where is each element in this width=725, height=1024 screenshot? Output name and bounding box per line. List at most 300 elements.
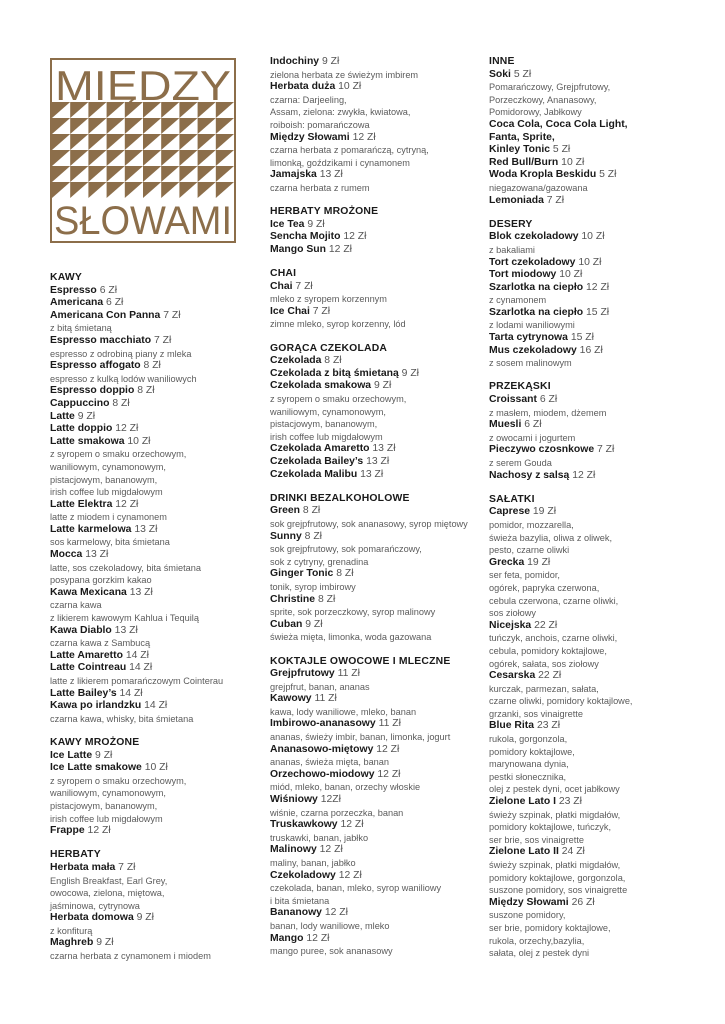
menu-item-description: latte z likierem pomarańczowym Cointerau (50, 676, 224, 686)
menu-item-description: czekolada, banan, mleko, syrop waniliowy (270, 883, 442, 894)
menu-item-description: Porzeczkowy, Ananasowy, (489, 94, 597, 105)
menu-item-name: Muesli (489, 419, 522, 431)
logo-triangle (52, 150, 70, 166)
menu-item-name: Cuban (270, 618, 303, 630)
menu-item (270, 568, 475, 581)
logo-triangle (107, 182, 125, 198)
menu-item-description: maliny, banan, jabłko (270, 858, 356, 868)
menu-item-description: z bakaliami (489, 244, 535, 255)
logo-triangle (70, 118, 88, 134)
menu-item-price: 7 Zł (118, 861, 136, 873)
menu-item-description: pesto, czarne oliwki (489, 545, 570, 556)
menu-item-name: Orzechowo-miodowy (270, 768, 375, 780)
menu-item-description: waniliowym, cynamonowym, (50, 788, 166, 799)
logo-graphic (50, 58, 236, 243)
menu-item (270, 469, 475, 482)
menu-item-description: czarne oliwki, pomidory koktajlowe, (489, 696, 633, 707)
menu-section-chai (270, 268, 475, 331)
section-title: KAWY (50, 272, 82, 283)
menu-item-name: Malinowy (270, 844, 317, 856)
menu-item (270, 505, 475, 518)
menu-item (50, 825, 255, 838)
menu-item (270, 355, 475, 368)
menu-item-price: 16 Zł (579, 344, 603, 356)
menu-item (270, 231, 475, 244)
logo-triangle (70, 134, 88, 150)
menu-item-price: 12 Zł (343, 231, 367, 243)
menu-item (50, 912, 255, 925)
menu-item-description: grejpfrut, banan, ananas (270, 681, 370, 692)
menu-item-description: irish coffee lub migdałowym (270, 431, 383, 442)
menu-item-description: pomidory koktajlowe, (489, 746, 575, 757)
menu-item-name: Grejpfrutowy (270, 668, 335, 680)
menu-item-description: irish coffee lub migdałowym (50, 487, 163, 498)
logo-triangle (161, 118, 179, 134)
menu-item-description: tonik, syrop imbirowy (270, 581, 356, 592)
logo-triangle (88, 118, 106, 134)
section-title: CHAI (270, 268, 297, 280)
menu-item-description: zielona herbata ze świeżym imbirem (270, 69, 419, 80)
menu-item-description: czarna kawa (50, 600, 102, 611)
logo-triangle (88, 134, 106, 150)
menu-item-price: 11 Zł (378, 718, 401, 730)
menu-item-description: świeży szpinak, płatki migdałów, (489, 860, 621, 870)
menu-item (489, 144, 689, 157)
menu-item-description: English Breakfast, Earl Grey, (50, 875, 168, 886)
menu-item-name: Latte Amaretto (50, 649, 123, 661)
menu-item-description: Pomarańczowy, Grejpfrutowy, (489, 82, 611, 93)
menu-item-description: z syropem o smaku orzechowym, (50, 775, 187, 786)
menu-item-description: roiboish: pomarańczowa (270, 119, 370, 130)
menu-item (270, 531, 475, 544)
menu-item-description: rukola, gorgonzola, (489, 734, 568, 745)
menu-item-description: z cynamonem (489, 295, 547, 306)
menu-item-description: latte, sos czekoladowy, bita śmietana (50, 562, 201, 573)
menu-item-name: Chai (270, 280, 293, 292)
menu-item-price: 13 Zł (85, 549, 109, 561)
logo-triangle (161, 166, 179, 182)
menu-item (50, 524, 255, 537)
menu-item-price: 23 Zł (536, 720, 561, 732)
menu-item-name: Soki (489, 68, 511, 80)
menu-item-name: Latte Bailey’s (50, 687, 117, 699)
menu-item (50, 423, 255, 436)
menu-item (489, 269, 689, 282)
menu-item-description: świeża mięta, limonka, woda gazowana (270, 632, 432, 643)
menu-item-name: Espresso (50, 284, 97, 296)
menu-item (50, 436, 255, 449)
menu-section-salatki (489, 494, 689, 960)
menu-item-name: Latte Cointreau (50, 662, 127, 674)
section-title: HERBATY MROŻONE (270, 206, 379, 218)
logo-triangle (216, 166, 234, 182)
menu-item-name: Czekolada Malibu (270, 468, 358, 480)
menu-item-price: 12 Zł (319, 844, 343, 856)
menu-item-description: pistacjowym, bananowym, (270, 419, 378, 430)
menu-section-kawy (50, 272, 255, 725)
menu-item-name: Christine (270, 593, 316, 605)
menu-item (270, 668, 475, 681)
menu-section-herbaty-mrozone (270, 206, 475, 256)
logo-triangle (216, 134, 234, 150)
menu-item-name: Ice Latte (50, 749, 93, 761)
logo-triangle (216, 118, 234, 134)
menu-item-name: Zielone Lato II (489, 846, 559, 858)
menu-item (489, 231, 689, 244)
menu-item (50, 662, 255, 675)
menu-item (489, 282, 689, 295)
logo-triangle (88, 150, 106, 166)
menu-item-price: 6 Zł (106, 297, 124, 309)
menu-item-price: 14 Zł (144, 700, 168, 712)
menu-item-description: banan, lody waniliowe, mleko (270, 920, 390, 931)
menu-item-name: Frappe (50, 825, 85, 837)
menu-item-price: 5 Zł (552, 144, 571, 156)
menu-item-description: zimne mleko, syrop korzenny, lód (270, 319, 406, 330)
menu-item-price: 10 Zł (561, 156, 585, 168)
menu-item-name: Kawa Diablo (50, 624, 112, 636)
menu-item-description: ser brie, pomidory koktajlowe, (489, 922, 611, 933)
section-title: KOKTAJLE OWOCOWE I MLECZNE (270, 655, 451, 667)
menu-item-name: Cappuccino (50, 397, 110, 409)
menu-item-description: pistacjowym, bananowym, (50, 800, 158, 811)
menu-item-description: sos ziołowy (489, 608, 536, 619)
menu-item-name: Mocca (50, 549, 83, 561)
menu-section-herbaty (50, 849, 255, 962)
menu-item (50, 398, 255, 411)
menu-item-description: truskawki, banan, jabłko (270, 832, 369, 843)
logo-triangle (216, 182, 234, 198)
menu-item-description: latte z miodem i cynamonem (50, 512, 167, 523)
menu-item (270, 81, 475, 94)
menu-item (50, 385, 255, 398)
menu-item (270, 443, 475, 456)
menu-item-name: Latte doppio (50, 423, 113, 435)
menu-item (489, 419, 689, 432)
menu-item-description: cebula, pomidory koktajlowe, (489, 645, 607, 656)
menu-item-name: Tarta cytrynowa (489, 332, 568, 344)
menu-item-price: 10 Zł (559, 269, 583, 281)
menu-item-price: 13 Zł (372, 443, 396, 455)
logo-triangle (125, 182, 143, 198)
menu-item-name: Lemoniada (489, 194, 544, 206)
menu-item-description: cebula czerwona, czarne oliwki, (489, 595, 619, 606)
menu-item-description: jaśminowa, cytrynowa (50, 900, 140, 911)
section-title: SAŁATKI (489, 493, 535, 505)
logo-triangle (143, 134, 161, 150)
menu-item-price: 13 Zł (366, 456, 390, 467)
menu-item-name: Nicejska (489, 619, 532, 631)
menu-item (489, 897, 689, 910)
menu-item-price: 19 Zł (527, 556, 551, 568)
menu-item-description: suszone pomidory, sos vinaigrette (489, 885, 628, 896)
menu-item (270, 744, 475, 757)
menu-item (50, 625, 255, 638)
menu-item-name: Mango (270, 932, 304, 944)
menu-item-price: 12 Zł (306, 932, 330, 944)
section-title: DESERY (489, 218, 533, 230)
menu-item (270, 244, 475, 257)
menu-item (270, 718, 475, 731)
menu-item (489, 157, 689, 170)
menu-item-price: 12 Zł (338, 869, 362, 881)
menu-item-price: 15 Zł (586, 306, 610, 318)
menu-item-price: 13 Zł (134, 523, 158, 535)
menu-item-name: Mango Sun (270, 243, 326, 255)
menu-item-description: marynowana dynia, (489, 759, 569, 770)
menu-item (489, 169, 689, 182)
menu-item-price: 10 Zł (127, 435, 151, 447)
logo-triangle (198, 134, 216, 150)
menu-item-name: Croissant (489, 394, 537, 406)
section-title: DRINKI BEZALKOHOLOWE (270, 492, 410, 504)
menu-item (489, 846, 689, 859)
menu-item (270, 169, 475, 182)
menu-item-price: 9 Zł (77, 410, 96, 422)
menu-item-name: Kinley Tonic (489, 144, 551, 156)
menu-item-description: sos karmelowy, bita śmietana (50, 537, 170, 548)
menu-item (270, 306, 475, 319)
menu-section-koktajle-owocowe-i-mleczne (270, 656, 475, 958)
menu-item-description: świeży szpinak, płatki migdałów, (489, 809, 621, 820)
menu-item-name: Między Słowami (489, 896, 569, 908)
logo-triangle (125, 134, 143, 150)
logo-triangle (161, 134, 179, 150)
menu-item-name: Ice Tea (270, 218, 305, 230)
menu-item-price: 15 Zł (570, 332, 594, 344)
menu-section-kawy-mrozone (50, 737, 255, 838)
menu-item-price: 10 Zł (144, 762, 168, 774)
section-title: PRZEKĄSKI (489, 381, 551, 393)
menu-item-description: grzanki, sos vinaigrette (489, 708, 583, 719)
logo-triangle (198, 150, 216, 166)
menu-item-price: 13 Zł (319, 169, 343, 181)
menu-section-continued-1 (270, 56, 475, 195)
menu-item-description: ogórek, papryka czerwona, (489, 582, 600, 593)
menu-item-name: Imbirowo-ananasowy (270, 718, 376, 730)
menu-item (50, 937, 255, 950)
menu-item-name: Espresso affogato (50, 360, 141, 372)
menu-item (50, 310, 255, 323)
logo-triangle (88, 166, 106, 182)
menu-item-price: 10 Zł (338, 81, 362, 93)
menu-item-name: Latte smakowa (50, 435, 125, 447)
menu-item (270, 844, 475, 857)
menu-item-description: ser brie, sos vinaigrette (489, 834, 584, 845)
menu-item-price: 14 Zł (129, 662, 153, 674)
menu-item-price: 12 Zł (328, 243, 352, 255)
menu-item (270, 380, 475, 393)
menu-item-description: sok grejpfrutowy, sok ananasowy, syrop miętowy (270, 518, 468, 529)
menu-item-price: 7 Zł (153, 334, 172, 346)
menu-item (50, 700, 255, 713)
menu-item (50, 688, 255, 701)
menu-item-name: Herbata mała (50, 861, 116, 873)
menu-item-description: kawa, lody waniliowe, mleko, banan (270, 706, 417, 717)
menu-item-price: 7 Zł (597, 444, 615, 456)
menu-item-description: sok grejpfrutowy, sok pomarańczowy, (270, 544, 422, 555)
logo-triangle (179, 134, 197, 150)
logo-triangle (161, 182, 179, 198)
menu-item-description: z syropem o smaku orzechowym, (50, 449, 187, 460)
menu-item-description: limonką, goździkami i cynamonem (270, 157, 410, 168)
brand-logo (50, 58, 236, 243)
menu-item-name: Czekolada Amaretto (270, 443, 370, 455)
menu-item-name: Americana Con Panna (50, 309, 161, 321)
menu-item-name: Coca Cola, Coca Cola Light, (489, 118, 628, 130)
menu-item (270, 619, 475, 632)
menu-item (270, 870, 475, 883)
logo-triangle (125, 118, 143, 134)
menu-item-name: Czekolada z bitą śmietaną (270, 367, 399, 379)
menu-item-price: 11 Zł (314, 693, 337, 705)
menu-item (489, 69, 689, 82)
menu-item-price: 23 Zł (558, 796, 582, 808)
menu-item (50, 750, 255, 763)
menu-item-price: 8 Zł (336, 568, 354, 580)
section-title: KAWY MROŻONE (50, 736, 140, 748)
menu-item-description: z bitą śmietaną (50, 323, 112, 334)
menu-item-description: pomidory koktajlowe, gorgonzola, (489, 872, 626, 883)
menu-item-price: 8 Zł (137, 385, 155, 397)
menu-item-name: Herbata duża (270, 81, 336, 93)
logo-triangle (88, 182, 106, 198)
menu-item-name: Szarlotka na ciepło (489, 281, 584, 293)
menu-item (270, 693, 475, 706)
menu-item-name: Czekolada (270, 355, 322, 367)
menu-item-price: 19 Zł (532, 506, 557, 518)
menu-item-description: z sosem malinowym (489, 358, 572, 369)
menu-item-description: waniliowym, cynamonowym, (50, 461, 166, 472)
menu-item-name: Fanta, Sprite, (489, 131, 555, 143)
menu-item-price: 22 Zł (538, 670, 562, 682)
menu-item-price: 14 Zł (119, 687, 143, 699)
menu-item-description: mleko z syropem korzennym (270, 294, 387, 305)
menu-item-price: 8 Zł (302, 505, 321, 517)
menu-item-description: pomidor, mozzarella, (489, 519, 574, 530)
menu-item (50, 549, 255, 562)
logo-triangle (70, 182, 88, 198)
menu-item-price: 9 Zł (307, 218, 325, 230)
logo-triangle (143, 166, 161, 182)
logo-triangle (198, 166, 216, 182)
menu-item-price: 7 Zł (312, 305, 331, 317)
menu-item (50, 862, 255, 875)
menu-item-description: kurczak, parmezan, sałata, (489, 683, 599, 694)
menu-item-name: Między Słowami (270, 131, 350, 143)
logo-triangle (198, 118, 216, 134)
menu-item (50, 650, 255, 663)
menu-item-price: 12 Zł (572, 469, 596, 481)
menu-item-price: 9 Zł (136, 912, 154, 924)
menu-item-description: czarna kawa, whisky, bita śmietana (50, 713, 194, 724)
menu-item-name: Bananowy (270, 907, 322, 919)
menu-item-name: Ice Chai (270, 305, 310, 317)
menu-item-name: Zielone Lato I (489, 796, 556, 808)
menu-item-description: z serem Gouda (489, 458, 552, 468)
menu-item-description: z masłem, miodem, dżemem (489, 407, 607, 418)
logo-triangle (107, 150, 125, 166)
menu-item-price: 12 Zł (324, 907, 348, 919)
menu-item-description: czarna herbata z pomarańczą, cytryną, (270, 145, 429, 156)
menu-item-price: 9 Zł (95, 749, 113, 761)
menu-item-description: czarna herbata z rumem (270, 182, 370, 193)
menu-item (270, 368, 475, 381)
menu-item-name: Wiśniowy (270, 794, 318, 806)
menu-item (50, 335, 255, 348)
menu-item (489, 506, 689, 519)
menu-item-description: ananas, świeży imbir, banan, limonka, jogurt (270, 732, 451, 743)
logo-triangle (179, 150, 197, 166)
logo-triangle (107, 118, 125, 134)
menu-item-name: Szarlotka na ciepło (489, 306, 584, 318)
menu-item-name: Indochiny (270, 56, 320, 67)
menu-item (270, 132, 475, 145)
menu-item (489, 557, 689, 570)
menu-item-name: Blue Rita (489, 720, 535, 732)
logo-triangle (179, 182, 197, 198)
menu-item-description: czarna kawa z Sambucą (50, 638, 151, 649)
menu-item-name: Americana (50, 297, 104, 309)
menu-item-name: Truskawkowy (270, 819, 338, 831)
menu-item-name: Kawa po irlandzku (50, 700, 142, 712)
menu-item-price: 13 Zł (360, 468, 384, 480)
menu-item-price: 8 Zł (112, 397, 130, 409)
menu-item-description: suszone pomidory, (489, 910, 566, 921)
menu-item-price: 12Zł (320, 794, 341, 806)
menu-item-name: Maghreb (50, 937, 94, 949)
menu-item-description: pistacjowym, bananowym, (50, 474, 158, 485)
menu-item-price: 12 Zł (87, 825, 111, 837)
menu-item (50, 411, 255, 424)
menu-item-price: 12 Zł (115, 498, 139, 510)
menu-item-price: 26 Zł (571, 896, 595, 908)
logo-triangle (179, 118, 197, 134)
menu-item-description: wiśnie, czarna porzeczka, banan (270, 807, 404, 818)
menu-item-description: z syropem o smaku orzechowym, (270, 394, 407, 405)
menu-item-price: 6 Zł (99, 284, 118, 296)
logo-triangle (143, 118, 161, 134)
menu-item-description: espresso z kulką lodów waniliowych (50, 373, 197, 384)
menu-item-price: 14 Zł (125, 649, 149, 661)
menu-item-description: świeża bazylia, oliwa z oliwek, (489, 532, 613, 543)
menu-item (50, 285, 255, 298)
menu-item (270, 281, 475, 294)
menu-item-description: Assam, zielona: zwykła, kwiatowa, (270, 107, 411, 118)
menu-item (489, 720, 689, 733)
logo-triangle (179, 166, 197, 182)
logo-triangle (70, 166, 88, 182)
menu-item-description: pomidory koktajlowe, tuńczyk, (489, 822, 612, 833)
menu-item-name: Latte karmelowa (50, 523, 132, 535)
menu-item-name: Mus czekoladowy (489, 344, 577, 356)
logo-triangle (107, 166, 125, 182)
menu-item (489, 670, 689, 683)
menu-item (270, 907, 475, 920)
menu-item (489, 132, 689, 145)
menu-item-description: z lodami waniliowymi (489, 320, 575, 331)
menu-item-price: 8 Zł (324, 355, 342, 367)
logo-triangle-pattern (52, 102, 234, 198)
menu-item-name: Blok czekoladowy (489, 231, 579, 243)
menu-item-description: Pomidorowy, Jabłkowy (489, 107, 582, 118)
menu-column-2 (270, 56, 475, 969)
menu-item-price: 24 Zł (561, 846, 585, 858)
menu-item-description: ananas, świeża mięta, banan (270, 757, 390, 768)
menu-item-description: miód, mleko, banan, orzechy włoskie (270, 782, 421, 793)
menu-item-name: Czekoladowy (270, 869, 336, 881)
menu-item-price: 8 Zł (317, 593, 336, 605)
